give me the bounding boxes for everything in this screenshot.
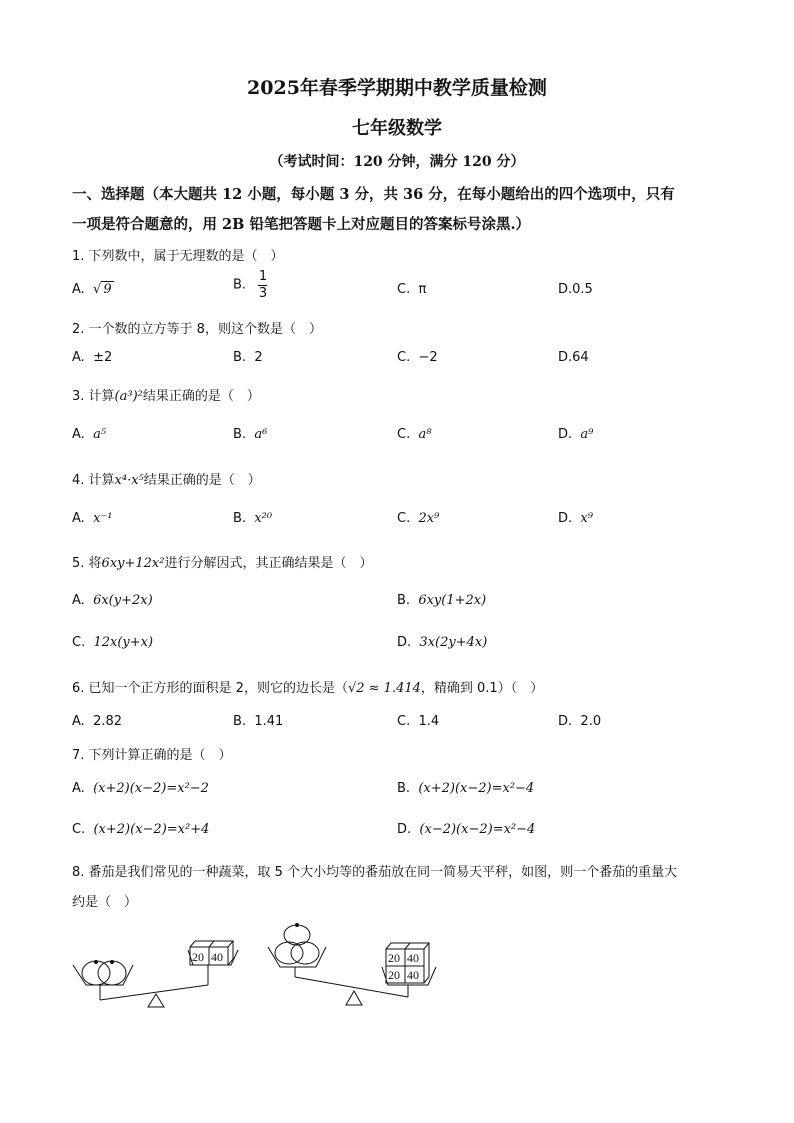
weight-label: 20 (388, 968, 400, 982)
weight-box-side (424, 943, 429, 983)
q3-option-d (558, 427, 593, 442)
q6-option-b-letter: B. (233, 714, 247, 729)
q7-option-c-letter: C. (72, 822, 86, 837)
q2-option-a-value: ±2 (93, 350, 113, 365)
q4-option-a (72, 511, 112, 526)
q3-option-d-letter: D. (558, 427, 573, 442)
tomato (284, 925, 310, 945)
q6-stem-pre: 6. 已知一个正方形的面积是 2，则它的边长是（ (72, 681, 348, 696)
q4-option-a-value: x⁻¹ (93, 511, 113, 526)
q3-option-d-value: a⁹ (580, 427, 594, 442)
q6-option-c (397, 714, 439, 729)
q4-option-d-value: x⁹ (580, 511, 593, 526)
q4-stem-pre: 4. 计算 (72, 473, 115, 488)
q2-option-c-letter: C. (397, 350, 411, 365)
q1-option-c-letter: C. (397, 282, 411, 297)
q2-option-b-value: 2 (254, 350, 263, 365)
q5-option-d (397, 635, 487, 650)
question-5-stem (72, 552, 373, 571)
q2-option-d-letter: D. (558, 350, 573, 365)
q3-option-b-letter: B. (233, 427, 247, 442)
question-2-stem: 2. 一个数的立方等于 8，则这个数是（ ） (72, 322, 322, 337)
q4-option-b-value: x²⁰ (254, 511, 273, 526)
q4-stem-expr: x⁴·x⁵ (114, 473, 144, 488)
q5-option-d-letter: D. (397, 635, 412, 650)
q6-option-d-value: 2.0 (580, 714, 602, 729)
q3-option-c-value: a⁸ (418, 427, 432, 442)
weight-label: 20 (388, 951, 400, 965)
q4-option-d-letter: D. (558, 511, 573, 526)
q3-option-a-letter: A. (72, 427, 85, 442)
question-6-stem (72, 677, 543, 696)
q3-option-c (397, 427, 431, 442)
q3-option-b (233, 427, 267, 442)
question-7-stem: 7. 下列计算正确的是（ ） (72, 748, 232, 763)
q2-option-c-value: −2 (418, 350, 438, 365)
q4-option-c-letter: C. (397, 511, 411, 526)
exam-subtitle: 七年级数学 (352, 118, 442, 139)
q6-stem-expr: √2 ≈ 1.414 (347, 681, 421, 696)
q1-option-a: A. √ 9 (72, 282, 112, 297)
right-scale (268, 924, 436, 1006)
section-heading-line2: 一项是符合题意的，用 2B 铅笔把答题卡上对应题目的答案标号涂黑.） (72, 216, 530, 233)
q6-option-c-letter: C. (397, 714, 411, 729)
q4-option-a-letter: A. (72, 511, 85, 526)
q6-stem-post: ，精确到 0.1）（ ） (420, 681, 544, 696)
q2-option-d (558, 350, 589, 365)
q3-stem-post: 结果正确的是（ ） (142, 389, 260, 404)
q5-option-c-value: 12x(y+x) (93, 635, 154, 650)
weight-box-top (190, 941, 214, 947)
q1-option-c (397, 282, 426, 297)
right-scale-fulcrum (346, 991, 362, 1005)
tomato-stem (111, 961, 114, 964)
q7-option-d-letter: D. (397, 822, 412, 837)
weight-box-top (410, 943, 429, 949)
q2-option-b (233, 350, 263, 365)
q1-option-b-fraction: $\frac{1}{3}$ (258, 269, 268, 301)
left-scale (73, 941, 238, 1007)
q4-option-b (233, 511, 272, 526)
q3-option-c-letter: C. (397, 427, 411, 442)
weight-label: 40 (407, 951, 419, 965)
q1-option-b (233, 270, 267, 300)
q6-option-d-letter: D. (558, 714, 573, 729)
q5-option-a-letter: A. (72, 593, 85, 608)
q4-option-b-letter: B. (233, 511, 247, 526)
q6-option-a-value: 2.82 (93, 714, 123, 729)
exam-title: 2025年春季学期期中教学质量检测 (247, 77, 547, 99)
q2-option-d-value: 64 (572, 350, 589, 365)
left-scale-fulcrum (148, 994, 164, 1007)
q1-option-d (558, 282, 593, 297)
weight-label: 40 (211, 950, 223, 964)
q2-option-a (72, 350, 112, 365)
weight-label: 20 (192, 950, 204, 964)
tomato-stem (95, 961, 98, 964)
q1-option-b-letter: B. (233, 277, 247, 293)
tomato (98, 961, 126, 985)
q6-option-d (558, 714, 601, 729)
q5-option-a-value: 6x(y+2x) (93, 593, 153, 608)
q7-option-d-value: (x−2)(x−2)=x²−4 (419, 822, 536, 837)
section-heading-line1: 一、选择题（本大题共 12 小题，每小题 3 分，共 36 分，在每小题给出的四个选项中，只有 (72, 186, 675, 203)
q4-option-c (397, 511, 439, 526)
q7-option-b (397, 781, 534, 796)
q7-option-c-value: (x+2)(x−2)=x²+4 (93, 822, 210, 837)
q5-stem-expr: 6xy+12x² (101, 556, 165, 571)
exam-info: （考试时间：120 分钟，满分 120 分） (269, 154, 525, 170)
q2-option-b-letter: B. (233, 350, 247, 365)
q6-option-b (233, 714, 283, 729)
weight-box-top (386, 943, 410, 949)
q5-option-b-letter: B. (397, 593, 411, 608)
tomato-stem (296, 924, 299, 927)
q7-option-b-letter: B. (397, 781, 411, 796)
q5-option-a (72, 593, 153, 608)
q1-option-a-radicand: 9 (103, 282, 112, 297)
q6-option-c-value: 1.4 (418, 714, 440, 729)
q3-stem-expr: (a³)² (114, 389, 143, 404)
q7-option-c (72, 822, 209, 837)
question-8-stem-line1: 8. 番茄是我们常见的一种蔬菜，取 5 个大小均等的番茄放在同一简易天平秤，如图，则一个番茄的重量大 (72, 865, 678, 880)
q5-stem-post: 进行分解因式，其正确结果是（ ） (164, 556, 373, 571)
q5-option-c-letter: C. (72, 635, 86, 650)
q2-option-a-letter: A. (72, 350, 85, 365)
q7-option-d (397, 822, 535, 837)
q7-option-a-value: (x+2)(x−2)=x²−2 (93, 781, 209, 796)
q5-option-d-value: 3x(2y+4x) (419, 635, 488, 650)
question-1-stem: 1. 下列数中，属于无理数的是（ ） (72, 249, 284, 264)
q3-option-b-value: a⁶ (254, 427, 268, 442)
q6-option-a-letter: A. (72, 714, 85, 729)
q7-option-b-value: (x+2)(x−2)=x²−4 (418, 781, 535, 796)
right-scale-left-pan (268, 947, 326, 967)
q6-option-b-value: 1.41 (254, 714, 284, 729)
q2-option-c (397, 350, 438, 365)
q5-stem-pre: 5. 将 (72, 556, 102, 571)
tomato (82, 961, 110, 985)
q4-option-d (558, 511, 593, 526)
question-3-stem (72, 385, 260, 404)
q7-option-a-letter: A. (72, 781, 85, 796)
weight-label: 40 (407, 968, 419, 982)
balance-scales-figure (68, 915, 458, 1015)
weight-box-top (214, 941, 233, 947)
question-4-stem (72, 469, 261, 488)
question-8-stem-line2: 约是（ ） (72, 895, 138, 910)
q1-option-a-letter: A. (72, 282, 85, 297)
q7-option-a (72, 781, 209, 796)
q4-stem-post: 结果正确的是（ ） (143, 473, 261, 488)
q3-option-a (72, 427, 106, 442)
q5-option-c (72, 635, 153, 650)
q5-option-b (397, 593, 486, 608)
q5-option-b-value: 6xy(1+2x) (418, 593, 487, 608)
q4-option-c-value: 2x⁹ (418, 511, 440, 526)
q6-option-a (72, 714, 122, 729)
q3-option-a-value: a⁵ (93, 427, 107, 442)
q1-option-d-letter: D. (558, 282, 573, 297)
q1-option-d-value: 0.5 (572, 282, 593, 297)
q3-stem-pre: 3. 计算 (72, 389, 115, 404)
q1-option-c-value: π (418, 282, 427, 297)
